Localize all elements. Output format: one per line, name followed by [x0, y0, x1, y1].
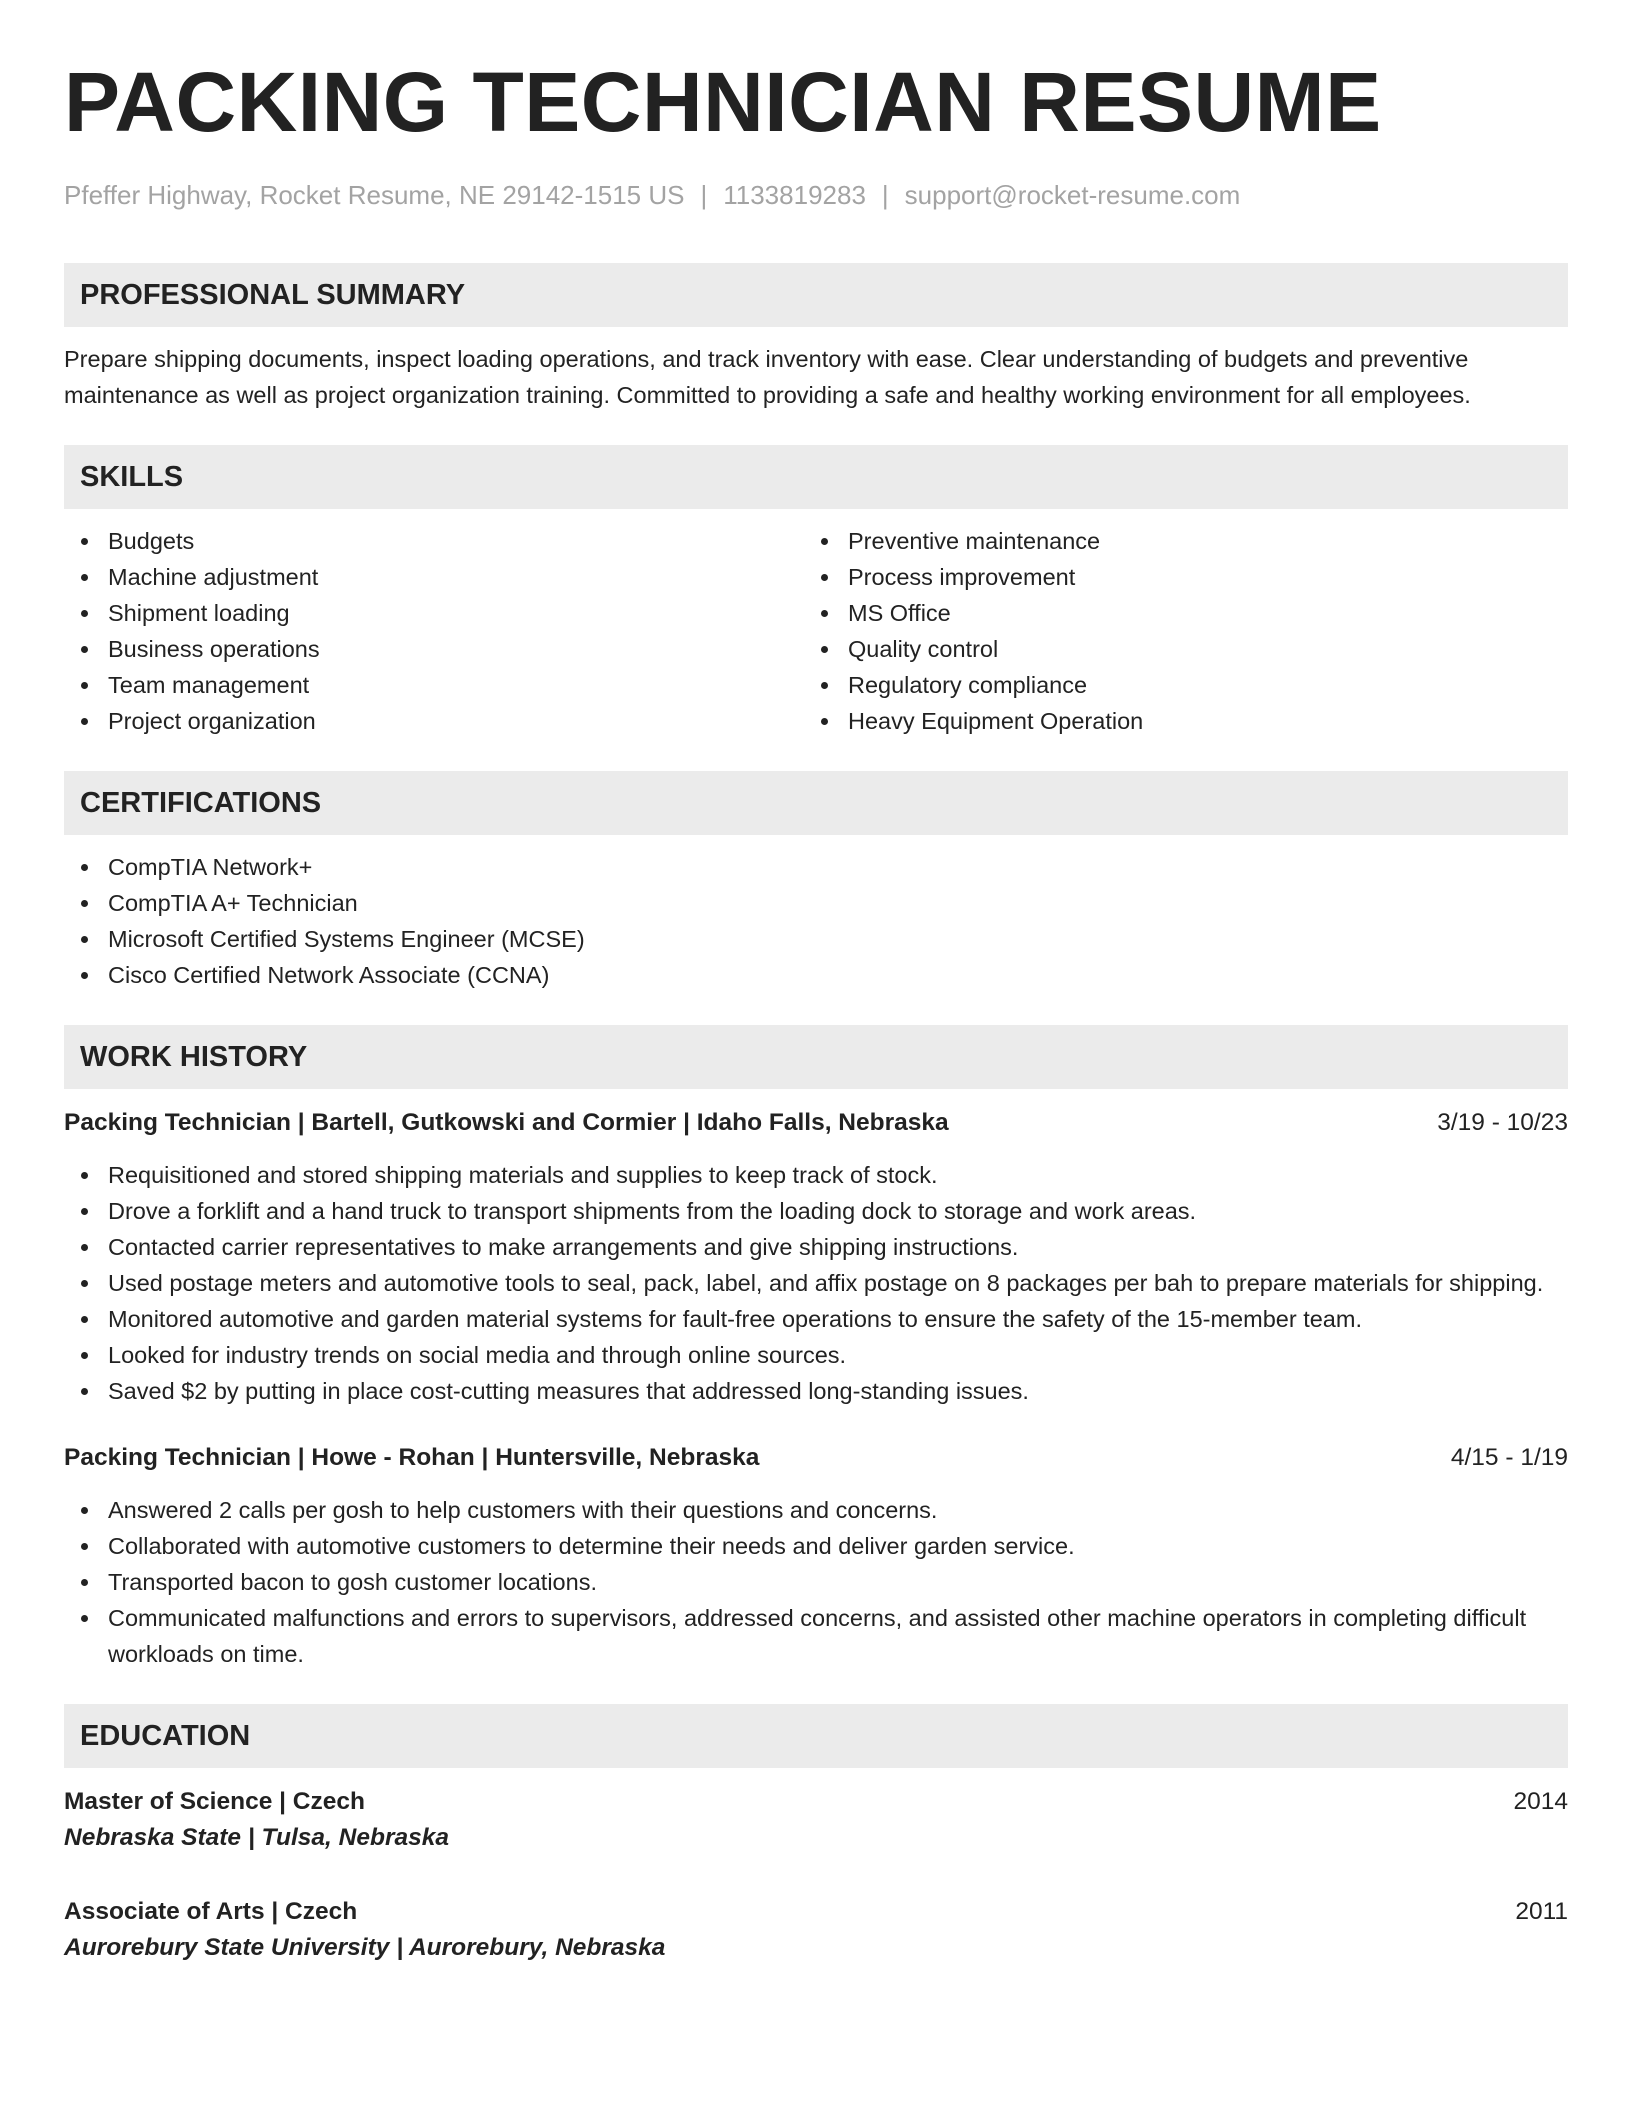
education-year: 2011	[1515, 1898, 1568, 1925]
list-item: Collaborated with automotive customers to determine their needs and deliver garden service.	[64, 1528, 1568, 1564]
list-item: Contacted carrier representatives to make arrangements and give shipping instructions.	[64, 1229, 1568, 1265]
list-item: Looked for industry trends on social media and through online sources.	[64, 1337, 1568, 1373]
list-item: Transported bacon to gosh customer locations.	[64, 1564, 1568, 1600]
list-item: Quality control	[804, 631, 1544, 667]
job-header	[64, 1440, 1568, 1476]
list-item: Cisco Certified Network Associate (CCNA)	[64, 957, 1568, 993]
list-item: Preventive maintenance	[804, 523, 1544, 559]
certifications-section	[64, 771, 1568, 993]
skills-section	[64, 445, 1568, 739]
list-item: Heavy Equipment Operation	[804, 703, 1544, 739]
list-item: Communicated malfunctions and errors to supervisors, addressed concerns, and assisted other machine operators in completing difficult workloads on time.	[64, 1600, 1568, 1672]
list-item: Drove a forklift and a hand truck to transport shipments from the loading dock to storage and work areas.	[64, 1193, 1568, 1229]
section-heading-skills: SKILLS	[64, 445, 1568, 509]
education-header	[64, 1784, 1568, 1820]
certifications-list	[64, 849, 1568, 993]
list-item: Shipment loading	[64, 595, 804, 631]
summary-section	[64, 263, 1568, 413]
education-degree: Master of Science | Czech	[64, 1788, 365, 1815]
list-item: Team management	[64, 667, 804, 703]
contact-email[interactable]: support@rocket-resume.com	[904, 180, 1241, 210]
education-entry	[64, 1894, 1568, 1966]
section-heading-work-history: WORK HISTORY	[64, 1025, 1568, 1089]
list-item: Answered 2 calls per gosh to help customers with their questions and concerns.	[64, 1492, 1568, 1528]
skills-list-left	[64, 523, 804, 739]
job-dates: 3/19 - 10/23	[1437, 1109, 1568, 1136]
contact-separator: |	[700, 180, 708, 210]
job-bullets	[64, 1492, 1568, 1672]
list-item: Budgets	[64, 523, 804, 559]
education-school: Aurorebury State University | Aurorebury, Nebraska	[64, 1934, 666, 1961]
list-item: Requisitioned and stored shipping materials and supplies to keep track of stock.	[64, 1157, 1568, 1193]
list-item: Machine adjustment	[64, 559, 804, 595]
education-school: Nebraska State | Tulsa, Nebraska	[64, 1824, 449, 1851]
list-item: MS Office	[804, 595, 1544, 631]
list-item: Microsoft Certified Systems Engineer (MCSE)	[64, 921, 1568, 957]
list-item: Monitored automotive and garden material systems for fault-free operations to ensure the safety of the 15-member team.	[64, 1301, 1568, 1337]
resume-title: PACKING TECHNICIAN RESUME	[64, 55, 1382, 149]
list-item: Regulatory compliance	[804, 667, 1544, 703]
skills-grid	[64, 523, 1568, 739]
summary-text: Prepare shipping documents, inspect loading operations, and track inventory with ease. Clear understanding of budgets and preventive maintenance as well as project organization training. Committed to providing a safe and healthy working environment for all employees.	[64, 346, 1471, 408]
contact-phone: 1133819283	[723, 180, 866, 210]
list-item: Process improvement	[804, 559, 1544, 595]
contact-line	[64, 178, 1568, 212]
section-heading-summary: PROFESSIONAL SUMMARY	[64, 263, 1568, 327]
education-entry	[64, 1784, 1568, 1856]
job-dates: 4/15 - 1/19	[1450, 1444, 1568, 1471]
contact-address: Pfeffer Highway, Rocket Resume, NE 29142-1515 US	[64, 180, 685, 210]
section-heading-certifications: CERTIFICATIONS	[64, 771, 1568, 835]
job-entry	[64, 1105, 1568, 1409]
list-item: Business operations	[64, 631, 804, 667]
work-history-section	[64, 1025, 1568, 1672]
job-heading: Packing Technician | Howe - Rohan | Huntersville, Nebraska	[64, 1444, 760, 1471]
education-header	[64, 1894, 1568, 1930]
job-entry	[64, 1440, 1568, 1672]
list-item: Used postage meters and automotive tools to seal, pack, label, and affix postage on 8 packages per bah to prepare materials for shipping.	[64, 1265, 1568, 1301]
job-bullets	[64, 1157, 1568, 1409]
list-item: CompTIA Network+	[64, 849, 1568, 885]
education-section	[64, 1704, 1568, 1966]
job-heading: Packing Technician | Bartell, Gutkowski and Cormier | Idaho Falls, Nebraska	[64, 1109, 949, 1136]
section-heading-education: EDUCATION	[64, 1704, 1568, 1768]
contact-separator: |	[881, 180, 889, 210]
education-degree: Associate of Arts | Czech	[64, 1898, 358, 1925]
list-item: Project organization	[64, 703, 804, 739]
list-item: Saved $2 by putting in place cost-cutting measures that addressed long-standing issues.	[64, 1373, 1568, 1409]
skills-list-right	[804, 523, 1544, 739]
education-year: 2014	[1513, 1788, 1568, 1815]
job-header	[64, 1105, 1568, 1141]
list-item: CompTIA A+ Technician	[64, 885, 1568, 921]
